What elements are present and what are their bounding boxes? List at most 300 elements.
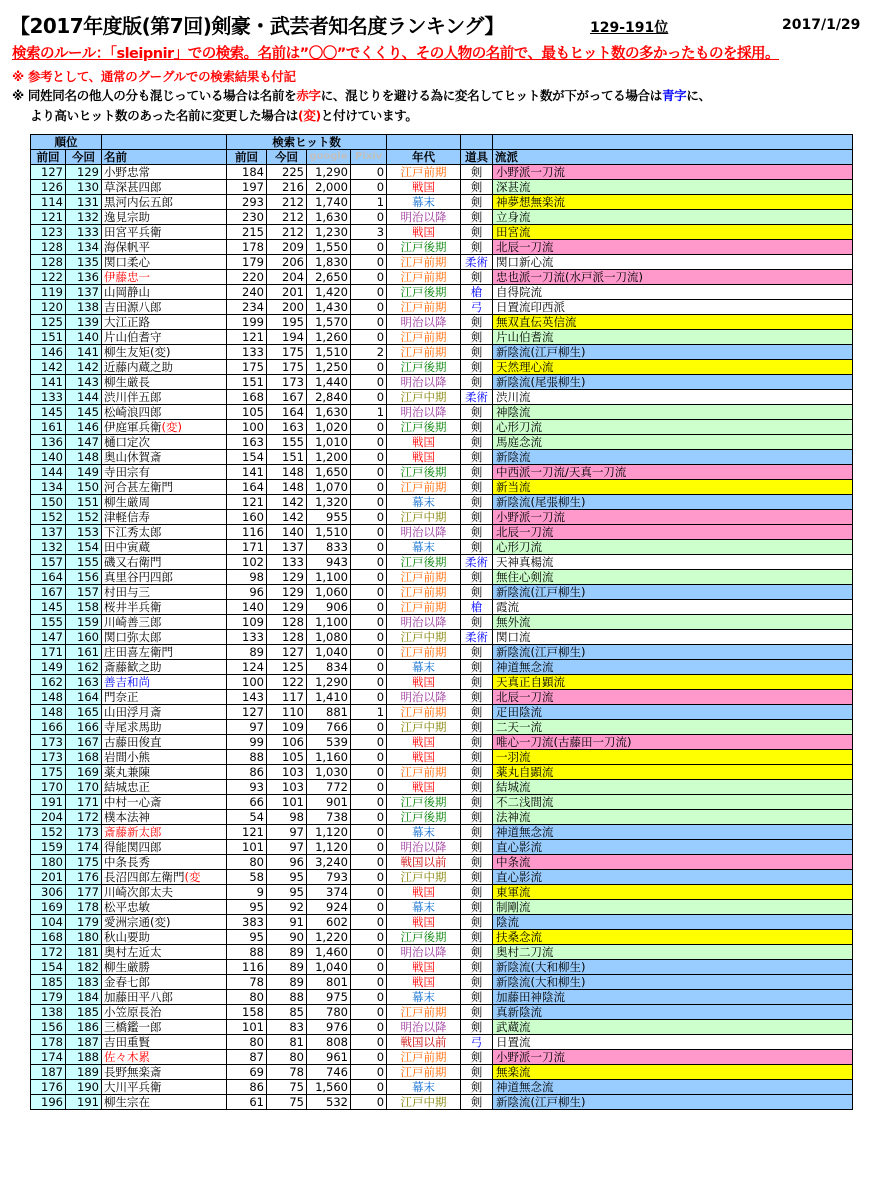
name-cell: 真里谷円四郎: [102, 570, 227, 585]
now-hits-cell: 117: [267, 690, 307, 705]
google-hits-cell: 1,070: [307, 480, 351, 495]
prev-hits-cell: 133: [227, 345, 267, 360]
school-cell: 神道無念流: [493, 1080, 853, 1095]
now-rank-cell: 170: [66, 780, 102, 795]
google-hits-cell: 2,000: [307, 180, 351, 195]
school-cell: 天然理心流: [493, 360, 853, 375]
table-row: [31, 1080, 853, 1095]
prev-rank-cell: 180: [31, 855, 66, 870]
google-hits-cell: 1,630: [307, 405, 351, 420]
now-hits-cell: 151: [267, 450, 307, 465]
table-row: [31, 1005, 853, 1020]
now-rank-cell: 183: [66, 975, 102, 990]
now-rank-cell: 133: [66, 225, 102, 240]
table-row: [31, 465, 853, 480]
name-cell: [102, 870, 227, 885]
prev-rank-cell: 204: [31, 810, 66, 825]
weapon-cell: 剣: [461, 915, 493, 930]
weapon-cell: 剣: [461, 990, 493, 1005]
weapon-cell: 剣: [461, 810, 493, 825]
google-hits-cell: 1,030: [307, 765, 351, 780]
era-cell: 戦国: [387, 675, 461, 690]
name-cell: 岩間小熊: [102, 750, 227, 765]
table-row: [31, 1095, 853, 1110]
table-row: [31, 930, 853, 945]
name-cell: 伊藤忠一: [102, 270, 227, 285]
prev-hits-cell: 86: [227, 1080, 267, 1095]
table-row: [31, 915, 853, 930]
pixiv-hits-cell: 0: [351, 885, 387, 900]
name-cell: 津軽信寿: [102, 510, 227, 525]
now-rank-cell: 182: [66, 960, 102, 975]
weapon-cell: 剣: [461, 405, 493, 420]
google-hits-cell: 881: [307, 705, 351, 720]
google-hits-cell: 833: [307, 540, 351, 555]
now-hits-cell: 101: [267, 795, 307, 810]
prev-rank-cell: 138: [31, 1005, 66, 1020]
school-cell: 忠也派一刀流(水戸派一刀流): [493, 270, 853, 285]
now-hits-cell: 167: [267, 390, 307, 405]
school-cell: 小野派一刀流: [493, 510, 853, 525]
pixiv-hits-cell: 0: [351, 750, 387, 765]
era-cell: 幕末: [387, 660, 461, 675]
table-row: [31, 240, 853, 255]
header-blank: [387, 135, 461, 150]
pixiv-hits-cell: 0: [351, 975, 387, 990]
name-changed-mark: (変): [161, 420, 182, 434]
table-row: [31, 600, 853, 615]
now-hits-cell: 98: [267, 810, 307, 825]
era-cell: 戦国: [387, 225, 461, 240]
school-cell: 神陰流: [493, 405, 853, 420]
prev-rank-cell: 141: [31, 375, 66, 390]
weapon-cell: 剣: [461, 210, 493, 225]
era-cell: 戦国: [387, 750, 461, 765]
school-cell: 一羽流: [493, 750, 853, 765]
now-hits-cell: 206: [267, 255, 307, 270]
school-cell: 関口流: [493, 630, 853, 645]
era-cell: 江戸後期: [387, 930, 461, 945]
now-hits-cell: 122: [267, 675, 307, 690]
era-cell: 戦国以前: [387, 1035, 461, 1050]
google-hits-cell: 1,410: [307, 690, 351, 705]
prev-hits-cell: 230: [227, 210, 267, 225]
note-red-mark: (変): [297, 108, 321, 123]
prev-rank-cell: 156: [31, 1020, 66, 1035]
era-cell: 江戸前期: [387, 645, 461, 660]
school-cell: 新陰流(大和柳生): [493, 975, 853, 990]
era-cell: 江戸前期: [387, 765, 461, 780]
prev-hits-cell: 151: [227, 375, 267, 390]
name-cell: 加藤田平八郎: [102, 990, 227, 1005]
era-cell: 明治以降: [387, 1020, 461, 1035]
school-cell: 陰流: [493, 915, 853, 930]
school-cell: 制剛流: [493, 900, 853, 915]
google-hits-cell: 1,250: [307, 360, 351, 375]
school-cell: 心形刀流: [493, 420, 853, 435]
table-row: [31, 735, 853, 750]
header-blank: [461, 135, 493, 150]
pixiv-hits-cell: 0: [351, 915, 387, 930]
weapon-cell: 剣: [461, 960, 493, 975]
now-rank-cell: 180: [66, 930, 102, 945]
school-cell: 北辰一刀流: [493, 690, 853, 705]
era-cell: 幕末: [387, 825, 461, 840]
weapon-cell: 剣: [461, 795, 493, 810]
prev-hits-cell: 154: [227, 450, 267, 465]
prev-hits-cell: 88: [227, 750, 267, 765]
header-school: 流派: [493, 150, 853, 165]
prev-rank-cell: 157: [31, 555, 66, 570]
school-cell: 田宮流: [493, 225, 853, 240]
google-hits-cell: 1,100: [307, 570, 351, 585]
now-hits-cell: 173: [267, 375, 307, 390]
table-row: [31, 1035, 853, 1050]
note-changed: [30, 106, 418, 124]
prev-hits-cell: 124: [227, 660, 267, 675]
prev-hits-cell: 121: [227, 495, 267, 510]
name-cell: 古藤田俊直: [102, 735, 227, 750]
table-row: [31, 315, 853, 330]
now-rank-cell: 144: [66, 390, 102, 405]
now-rank-cell: 174: [66, 840, 102, 855]
now-hits-cell: 216: [267, 180, 307, 195]
school-cell: 新陰流(尾張柳生): [493, 375, 853, 390]
prev-hits-cell: 121: [227, 330, 267, 345]
name-cell: 秋山要助: [102, 930, 227, 945]
table-header-row: [31, 135, 853, 150]
prev-hits-cell: 66: [227, 795, 267, 810]
table-row: [31, 885, 853, 900]
weapon-cell: 剣: [461, 690, 493, 705]
school-cell: 直心影流: [493, 840, 853, 855]
weapon-cell: 剣: [461, 645, 493, 660]
now-rank-cell: 153: [66, 525, 102, 540]
school-cell: 小野派一刀流: [493, 1050, 853, 1065]
pixiv-hits-cell: 0: [351, 255, 387, 270]
table-header-row: [31, 150, 853, 165]
pixiv-hits-cell: 0: [351, 420, 387, 435]
prev-hits-cell: 140: [227, 600, 267, 615]
now-rank-cell: 190: [66, 1080, 102, 1095]
google-hits-cell: 746: [307, 1065, 351, 1080]
now-rank-cell: 148: [66, 450, 102, 465]
google-hits-cell: 539: [307, 735, 351, 750]
school-cell: 自得院流: [493, 285, 853, 300]
table-row: [31, 270, 853, 285]
pixiv-hits-cell: 0: [351, 630, 387, 645]
weapon-cell: 剣: [461, 780, 493, 795]
prev-rank-cell: 185: [31, 975, 66, 990]
google-hits-cell: 1,260: [307, 330, 351, 345]
table-row: [31, 420, 853, 435]
prev-rank-cell: 196: [31, 1095, 66, 1110]
prev-hits-cell: 197: [227, 180, 267, 195]
table-row: [31, 360, 853, 375]
prev-rank-cell: 123: [31, 225, 66, 240]
prev-rank-cell: 173: [31, 735, 66, 750]
prev-hits-cell: 163: [227, 435, 267, 450]
pixiv-hits-cell: 0: [351, 540, 387, 555]
pixiv-hits-cell: 0: [351, 165, 387, 180]
google-hits-cell: 1,010: [307, 435, 351, 450]
era-cell: 戦国: [387, 915, 461, 930]
ranking-table-body: [31, 135, 853, 1110]
now-rank-cell: 186: [66, 1020, 102, 1035]
era-cell: 江戸中期: [387, 510, 461, 525]
name-changed-mark: (変: [184, 870, 201, 884]
weapon-cell: 剣: [461, 1095, 493, 1110]
now-hits-cell: 128: [267, 615, 307, 630]
now-rank-cell: 172: [66, 810, 102, 825]
prev-rank-cell: 162: [31, 675, 66, 690]
pixiv-hits-cell: 0: [351, 375, 387, 390]
weapon-cell: 剣: [461, 660, 493, 675]
era-cell: 江戸前期: [387, 705, 461, 720]
google-hits-cell: 1,290: [307, 165, 351, 180]
era-cell: 明治以降: [387, 690, 461, 705]
prev-hits-cell: 179: [227, 255, 267, 270]
now-hits-cell: 225: [267, 165, 307, 180]
ranking-table: [30, 134, 853, 1110]
name-cell: 吉田源八郎: [102, 300, 227, 315]
era-cell: 幕末: [387, 540, 461, 555]
weapon-cell: 剣: [461, 825, 493, 840]
google-hits-cell: 766: [307, 720, 351, 735]
now-hits-cell: 103: [267, 780, 307, 795]
name-cell: 結城忠正: [102, 780, 227, 795]
table-row: [31, 210, 853, 225]
now-rank-cell: 175: [66, 855, 102, 870]
prev-hits-cell: 116: [227, 960, 267, 975]
google-hits-cell: 2,840: [307, 390, 351, 405]
prev-rank-cell: 137: [31, 525, 66, 540]
school-cell: 新陰流(大和柳生): [493, 960, 853, 975]
era-cell: 江戸前期: [387, 330, 461, 345]
name-cell: 片山伯耆守: [102, 330, 227, 345]
school-cell: 無外流: [493, 615, 853, 630]
now-hits-cell: 194: [267, 330, 307, 345]
prev-rank-cell: 146: [31, 345, 66, 360]
name-cell: 近藤内蔵之助: [102, 360, 227, 375]
now-rank-cell: 129: [66, 165, 102, 180]
pixiv-hits-cell: 0: [351, 240, 387, 255]
prev-rank-cell: 161: [31, 420, 66, 435]
google-hits-cell: 1,550: [307, 240, 351, 255]
era-cell: 幕末: [387, 900, 461, 915]
prev-rank-cell: 306: [31, 885, 66, 900]
prev-hits-cell: 175: [227, 360, 267, 375]
now-hits-cell: 137: [267, 540, 307, 555]
pixiv-hits-cell: 0: [351, 765, 387, 780]
table-row: [31, 195, 853, 210]
prev-hits-cell: 61: [227, 1095, 267, 1110]
now-hits-cell: 75: [267, 1095, 307, 1110]
weapon-cell: 剣: [461, 1050, 493, 1065]
google-hits-cell: 901: [307, 795, 351, 810]
weapon-cell: 剣: [461, 1080, 493, 1095]
google-hits-cell: 3,240: [307, 855, 351, 870]
now-rank-cell: 130: [66, 180, 102, 195]
prev-hits-cell: 293: [227, 195, 267, 210]
name-cell: 村田与三: [102, 585, 227, 600]
pixiv-hits-cell: 0: [351, 300, 387, 315]
pixiv-hits-cell: 0: [351, 555, 387, 570]
era-cell: 江戸前期: [387, 165, 461, 180]
name-cell: 寺田宗有: [102, 465, 227, 480]
prev-hits-cell: 234: [227, 300, 267, 315]
pixiv-hits-cell: 0: [351, 390, 387, 405]
weapon-cell: 剣: [461, 225, 493, 240]
school-cell: 武蔵流: [493, 1020, 853, 1035]
weapon-cell: 剣: [461, 945, 493, 960]
now-hits-cell: 91: [267, 915, 307, 930]
table-row: [31, 750, 853, 765]
now-hits-cell: 95: [267, 885, 307, 900]
now-hits-cell: 109: [267, 720, 307, 735]
weapon-cell: 剣: [461, 240, 493, 255]
school-cell: 加藤田神陰流: [493, 990, 853, 1005]
now-rank-cell: 143: [66, 375, 102, 390]
pixiv-hits-cell: 0: [351, 795, 387, 810]
era-cell: 戦国: [387, 960, 461, 975]
table-row: [31, 855, 853, 870]
school-cell: 新当流: [493, 480, 853, 495]
school-cell: 結城流: [493, 780, 853, 795]
name-cell: 寺尾求馬助: [102, 720, 227, 735]
pixiv-hits-cell: 1: [351, 705, 387, 720]
google-hits-cell: 924: [307, 900, 351, 915]
name-text: 伊庭軍兵衛: [104, 420, 162, 434]
header-weapon: 道具: [461, 150, 493, 165]
weapon-cell: 剣: [461, 585, 493, 600]
now-hits-cell: 89: [267, 975, 307, 990]
now-hits-cell: 212: [267, 210, 307, 225]
name-cell: 柳生宗在: [102, 1095, 227, 1110]
table-row: [31, 345, 853, 360]
note-text: と付けています。: [320, 108, 418, 123]
weapon-cell: 剣: [461, 570, 493, 585]
weapon-cell: 剣: [461, 540, 493, 555]
now-rank-cell: 139: [66, 315, 102, 330]
now-rank-cell: 161: [66, 645, 102, 660]
pixiv-hits-cell: 0: [351, 1005, 387, 1020]
name-cell: 柳生厳周: [102, 495, 227, 510]
prev-hits-cell: 383: [227, 915, 267, 930]
now-hits-cell: 128: [267, 630, 307, 645]
name-cell: 松崎浪四郎: [102, 405, 227, 420]
name-cell: 逸見宗助: [102, 210, 227, 225]
google-hits-cell: 1,560: [307, 1080, 351, 1095]
now-hits-cell: 212: [267, 195, 307, 210]
era-cell: 江戸前期: [387, 480, 461, 495]
name-cell: 樋口定次: [102, 435, 227, 450]
school-cell: 奥村二刀流: [493, 945, 853, 960]
name-cell: 松平忠敏: [102, 900, 227, 915]
prev-hits-cell: 80: [227, 1035, 267, 1050]
school-cell: 東軍流: [493, 885, 853, 900]
now-rank-cell: 137: [66, 285, 102, 300]
prev-hits-cell: 86: [227, 765, 267, 780]
now-hits-cell: 175: [267, 345, 307, 360]
pixiv-hits-cell: 0: [351, 1035, 387, 1050]
prev-hits-cell: 93: [227, 780, 267, 795]
name-cell: 田中寅蔵: [102, 540, 227, 555]
table-row: [31, 585, 853, 600]
era-cell: 江戸中期: [387, 390, 461, 405]
google-hits-cell: 1,570: [307, 315, 351, 330]
pixiv-hits-cell: 0: [351, 525, 387, 540]
name-cell: 薬丸兼陳: [102, 765, 227, 780]
name-cell: 得能関四郎: [102, 840, 227, 855]
prev-hits-cell: 88: [227, 945, 267, 960]
name-text: 長沼四郎左衛門: [104, 870, 185, 884]
table-row: [31, 645, 853, 660]
prev-hits-cell: 105: [227, 405, 267, 420]
table-row: [31, 1020, 853, 1035]
google-hits-cell: 1,120: [307, 840, 351, 855]
name-cell: 善吉和尚: [102, 675, 227, 690]
name-cell: 小野忠常: [102, 165, 227, 180]
school-cell: 新陰流(江戸柳生): [493, 585, 853, 600]
weapon-cell: 剣: [461, 510, 493, 525]
name-cell: 門奈正: [102, 690, 227, 705]
school-cell: 新陰流: [493, 450, 853, 465]
name-cell: 樸本法神: [102, 810, 227, 825]
prev-rank-cell: 149: [31, 660, 66, 675]
weapon-cell: 剣: [461, 615, 493, 630]
now-hits-cell: 81: [267, 1035, 307, 1050]
google-hits-cell: 1,440: [307, 375, 351, 390]
now-rank-cell: 187: [66, 1035, 102, 1050]
prev-hits-cell: 168: [227, 390, 267, 405]
google-hits-cell: 780: [307, 1005, 351, 1020]
prev-rank-cell: 148: [31, 705, 66, 720]
now-hits-cell: 110: [267, 705, 307, 720]
header-name: 名前: [102, 150, 227, 165]
now-rank-cell: 149: [66, 465, 102, 480]
prev-hits-cell: 100: [227, 675, 267, 690]
weapon-cell: 剣: [461, 435, 493, 450]
header-pixiv: Pixiv: [351, 150, 387, 165]
now-rank-cell: 188: [66, 1050, 102, 1065]
prev-rank-cell: 166: [31, 720, 66, 735]
school-cell: 片山伯耆流: [493, 330, 853, 345]
header-now-rank: 今回: [66, 150, 102, 165]
page-title: 【2017年度版(第7回)剣豪・武芸者知名度ランキング】: [10, 14, 504, 38]
now-hits-cell: 75: [267, 1080, 307, 1095]
now-rank-cell: 189: [66, 1065, 102, 1080]
era-cell: 江戸後期: [387, 465, 461, 480]
table-row: [31, 165, 853, 180]
google-hits-cell: 1,320: [307, 495, 351, 510]
prev-rank-cell: 145: [31, 405, 66, 420]
pixiv-hits-cell: 0: [351, 645, 387, 660]
prev-rank-cell: 144: [31, 465, 66, 480]
prev-rank-cell: 154: [31, 960, 66, 975]
prev-rank-cell: 201: [31, 870, 66, 885]
table-row: [31, 615, 853, 630]
name-cell: 山岡静山: [102, 285, 227, 300]
weapon-cell: 剣: [461, 870, 493, 885]
now-hits-cell: 148: [267, 465, 307, 480]
school-cell: 北辰一刀流: [493, 240, 853, 255]
prev-hits-cell: 54: [227, 810, 267, 825]
prev-rank-cell: 176: [31, 1080, 66, 1095]
prev-hits-cell: 184: [227, 165, 267, 180]
table-row: [31, 630, 853, 645]
school-cell: 直心影流: [493, 870, 853, 885]
